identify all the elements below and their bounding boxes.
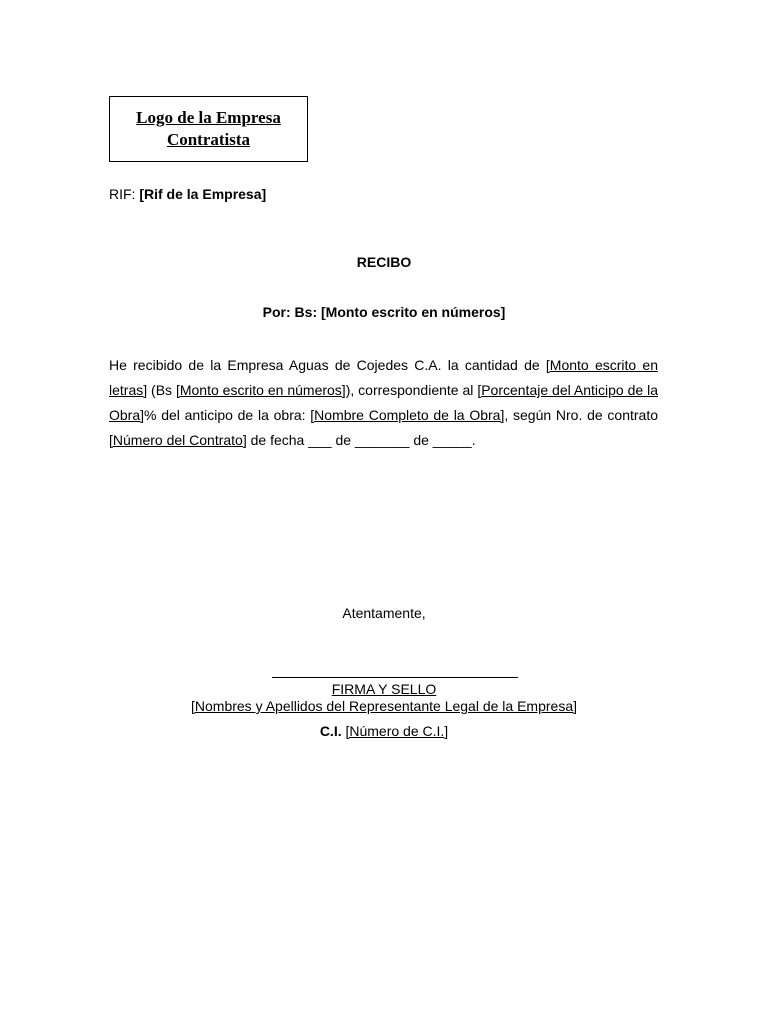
representative-name-placeholder: [Nombres y Apellidos del Representante Legal de la Empresa] xyxy=(191,698,577,714)
document-title: RECIBO xyxy=(356,254,412,270)
company-logo-placeholder xyxy=(109,96,308,162)
amount-in-numbers-placeholder: [Monto escrito en números] xyxy=(175,382,346,398)
rif-label: RIF: xyxy=(109,186,140,202)
closing-text: Atentamente, xyxy=(342,605,426,621)
amount-in-words-placeholder: [Monto escrito en letras] xyxy=(109,357,658,398)
amount-line: Por: Bs: [Monto escrito en números] xyxy=(262,304,506,320)
body-text-3: ), correspondiente al xyxy=(345,382,478,398)
body-text-2: (Bs xyxy=(147,382,176,398)
ci-line xyxy=(0,723,768,739)
ci-number-placeholder: [Número de C.I.] xyxy=(345,723,449,739)
logo-line-2: Contratista xyxy=(166,130,251,149)
rif-line xyxy=(109,186,266,202)
signature-line xyxy=(272,677,518,678)
ci-label: C.I. xyxy=(319,723,346,739)
signature-label: FIRMA Y SELLO xyxy=(331,681,437,697)
rif-value: [Rif de la Empresa] xyxy=(139,186,267,202)
work-name-placeholder: [Nombre Completo de la Obra] xyxy=(310,407,505,423)
body-text-4: % del anticipo de la obra: xyxy=(144,407,311,423)
body-text-5: , según Nro. de contrato xyxy=(504,407,658,423)
receipt-body xyxy=(109,353,658,453)
body-text-1: He recibido de la Empresa Aguas de Cojedes C.A. la cantidad de xyxy=(109,357,546,373)
logo-line-1: Logo de la Empresa xyxy=(136,108,281,127)
body-text-6: de fecha ___ de _______ de _____. xyxy=(246,432,476,448)
contract-number-placeholder: [Número del Contrato] xyxy=(109,432,247,448)
advance-percentage-placeholder: [Porcentaje del Anticipo de la Obra] xyxy=(109,382,658,423)
